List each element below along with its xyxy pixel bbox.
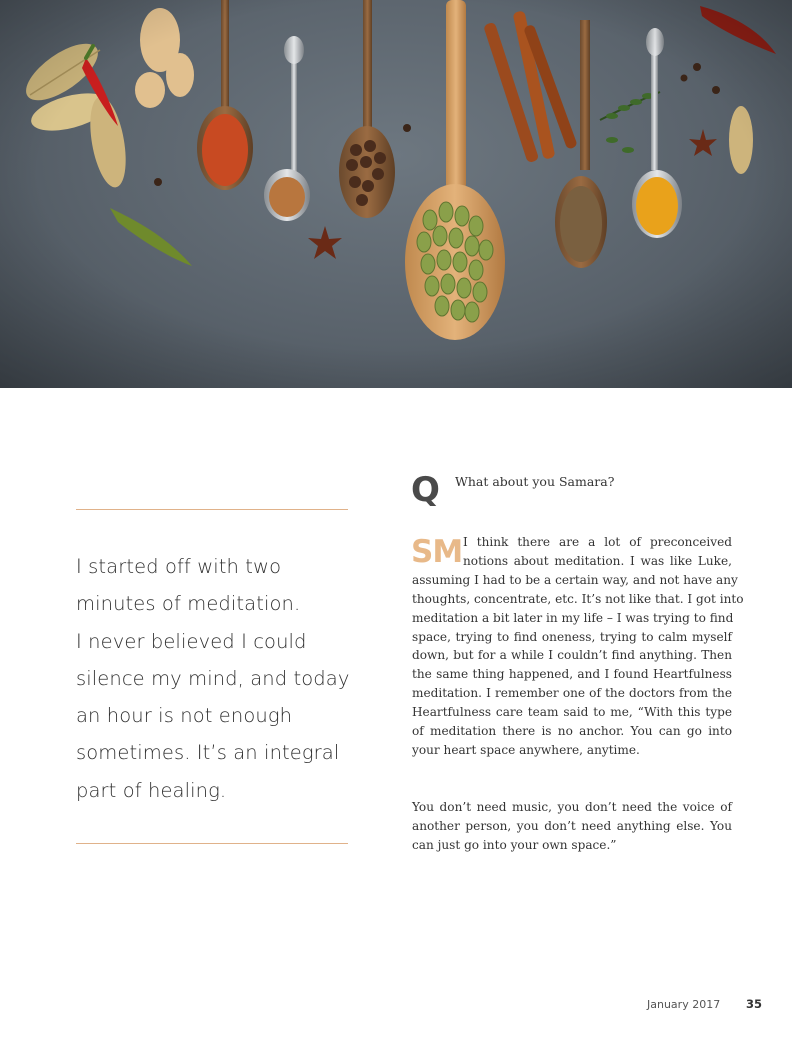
answer-line: meditation a bit later in my life – I was trying to find <box>412 610 734 625</box>
answer-paragraph-1 <box>412 533 744 760</box>
answer-line: Heartfulness care team said to me, “With this type <box>412 705 732 720</box>
answer-line: another person, you don’t need anything else. You <box>412 818 732 833</box>
answer-line: assuming I had to be a certain way, and not have any <box>412 572 738 587</box>
speaker-initials: SM <box>411 534 463 570</box>
answer-line: can just go into your own space.” <box>412 837 617 852</box>
pull-quote-line: an hour is not enough <box>76 704 293 728</box>
answer-line: You don’t need music, you don’t need the voice of <box>412 800 732 814</box>
answer-line: down, but for a while I couldn’t find anything. Then <box>412 648 732 663</box>
pull-quote-bottom-rule <box>76 843 348 844</box>
question-marker: Q <box>411 470 440 510</box>
answer-line: notions about meditation. I was like Luke, <box>463 553 732 568</box>
spices-illustration <box>0 0 792 388</box>
interview-question: What about you Samara? <box>455 474 615 489</box>
answer-paragraph-2 <box>412 798 732 855</box>
pull-quote-line: part of healing. <box>76 778 227 802</box>
answer-line: thoughts, concentrate, etc. It’s not like that. I got into <box>412 591 744 606</box>
answer-line: meditation. I remember one of the doctors from the <box>412 686 732 701</box>
answer-line: the same thing happened, and I found Heartfulness <box>412 667 732 682</box>
answer-line: space, trying to find oneness, trying to calm myself <box>412 629 732 644</box>
pull-quote <box>76 548 358 809</box>
pull-quote-line: sometimes. It’s an integral <box>76 741 340 765</box>
pull-quote-line: minutes of meditation. <box>76 592 301 616</box>
pull-quote-line: silence my mind, and today <box>76 666 350 690</box>
hero-photo-spices <box>0 0 792 388</box>
page-number: 35 <box>746 997 763 1011</box>
answer-line: I think there are a lot of preconceived <box>463 535 732 549</box>
pull-quote-top-rule <box>76 509 348 510</box>
answer-line: of meditation there is no anchor. You can go into <box>412 724 732 739</box>
issue-date: January 2017 <box>647 998 721 1011</box>
answer-line: your heart space anywhere, anytime. <box>412 742 640 757</box>
pull-quote-line: I never believed I could <box>76 629 307 653</box>
pull-quote-line: I started off with two <box>76 555 282 578</box>
